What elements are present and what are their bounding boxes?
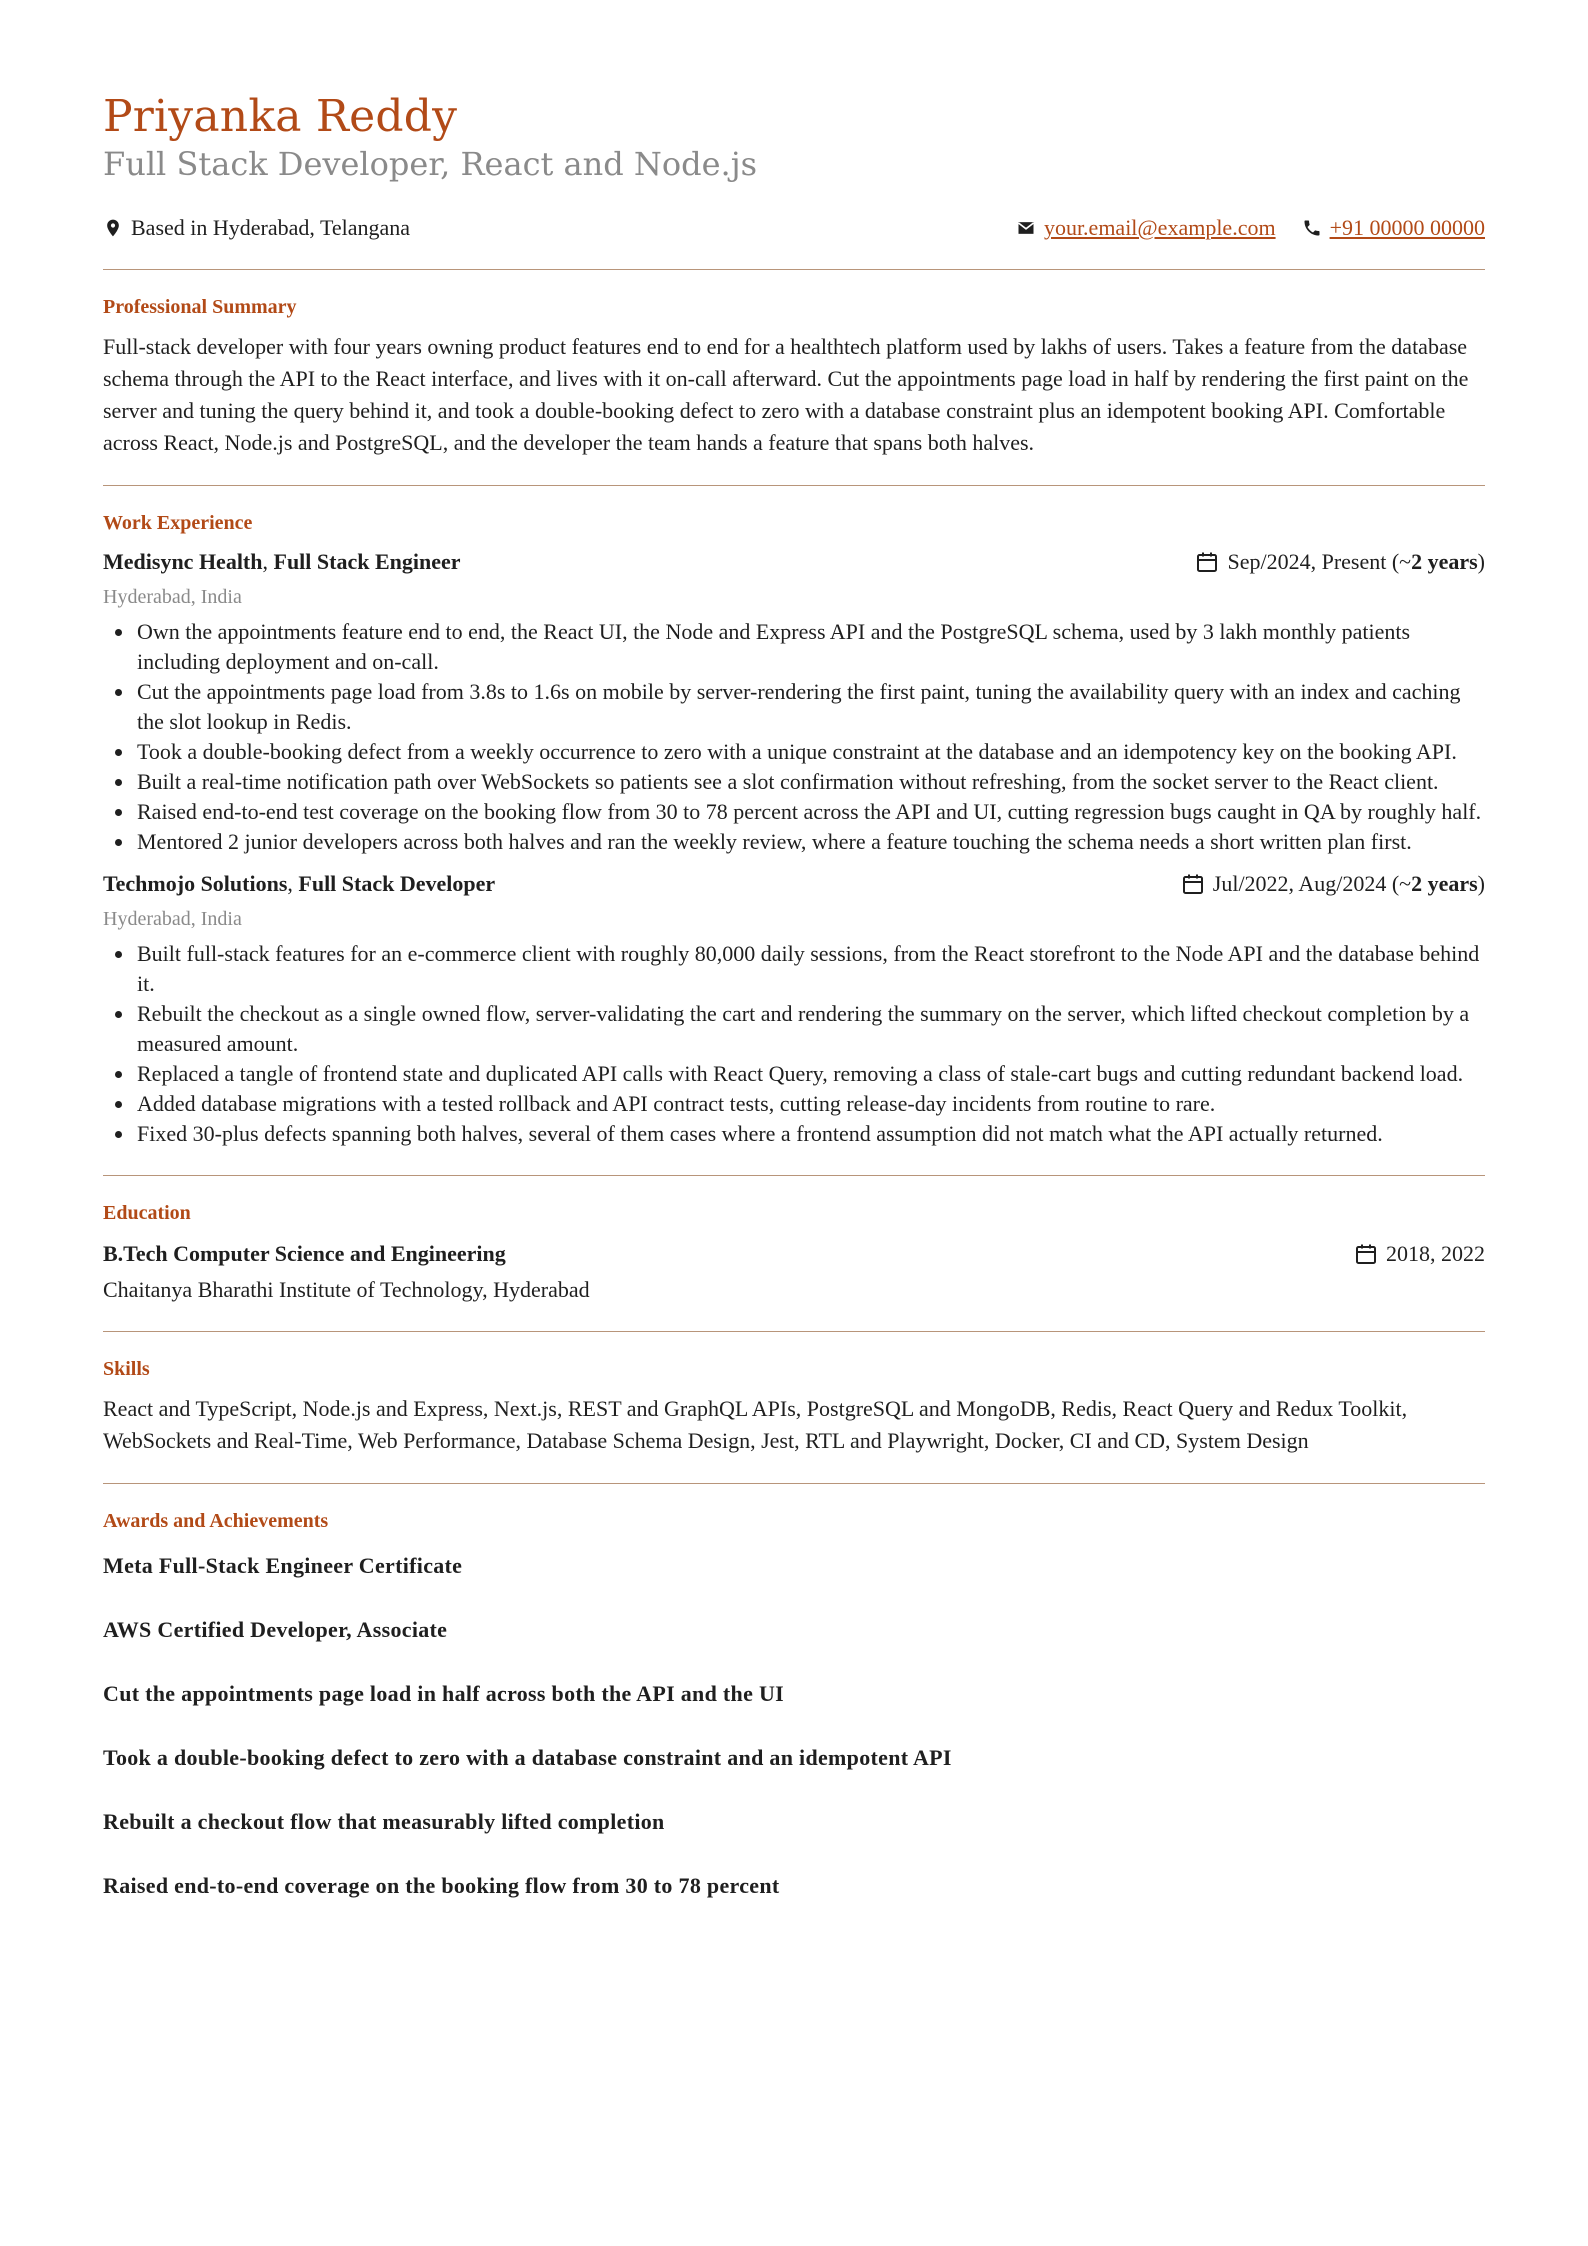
summary-heading: Professional Summary [103, 295, 297, 318]
contact-links [990, 215, 1485, 241]
summary-text: Full-stack developer with four years owning product features end to end for a healthtech platform used by lakhs of users. Takes a feature from the database schema through the API to the React interface, and lives with it on-call afterward. Cut the appointments page load in half by rendering the first paint on the server and tuning the query behind it, and took a double-booking defect to zero with a database constraint plus an idempotent booking API. Comfortable across React, Node.js and PostgreSQL, and the developer the team hands a feature that spans both halves. [103, 333, 1469, 455]
job-date-close: ) [1477, 870, 1485, 896]
job-location: Hyderabad, India [103, 907, 242, 930]
job-entry [103, 547, 1485, 857]
location-item [103, 215, 410, 241]
phone-item [1302, 215, 1485, 241]
award-item: Cut the appointments page load in half across both the API and the UI [103, 1680, 784, 1706]
job-header [103, 869, 1485, 899]
job-bullets [103, 617, 1485, 857]
divider [103, 1175, 1485, 1176]
list-item: Built a real-time notification path over WebSockets so patients see a slot confirmation without refreshing, from the socket server to the React client. [103, 767, 1485, 797]
location-text: Based in Hyderabad, Telangana [131, 214, 411, 240]
education-institution: Chaitanya Bharathi Institute of Technology, Hyderabad [103, 1276, 590, 1302]
job-location: Hyderabad, India [103, 585, 242, 608]
award-item: Raised end-to-end coverage on the booking flow from 30 to 78 percent [103, 1872, 780, 1898]
job-dates [1181, 869, 1485, 899]
calendar-icon [1195, 550, 1219, 574]
job-header [103, 547, 1485, 577]
job-bullets [103, 939, 1485, 1149]
award-item: Took a double-booking defect to zero with a database constraint and an idempotent API [103, 1744, 952, 1770]
divider [103, 269, 1485, 270]
education-date-range: 2018, 2022 [1386, 1240, 1485, 1266]
job-company: Techmojo Solutions [103, 870, 288, 896]
phone-icon [1302, 218, 1322, 238]
awards-list [103, 1551, 1485, 1901]
list-item: Rebuilt the checkout as a single owned flow, server-validating the cart and rendering the summary on the server, which lifted checkout completion by a measured amount. [103, 999, 1485, 1059]
list-item: Replaced a tangle of frontend state and duplicated API calls with React Query, removing a class of stale-cart bugs and cutting redundant backend load. [103, 1059, 1485, 1089]
job-date-range: Sep/2024, Present (~ [1227, 548, 1412, 574]
mail-icon [1016, 218, 1036, 238]
phone-link[interactable]: +91 00000 00000 [1329, 214, 1485, 240]
experience-heading: Work Experience [103, 511, 253, 534]
list-item: Added database migrations with a tested rollback and API contract tests, cutting release-day incidents from routine to rare. [103, 1089, 1485, 1119]
list-item: Built full-stack features for an e-commerce client with roughly 80,000 daily sessions, from the React storefront to the Node API and the database behind it. [103, 939, 1485, 999]
job-role: Full Stack Developer [298, 870, 496, 896]
job-date-close: ) [1477, 548, 1485, 574]
skills-heading: Skills [103, 1357, 150, 1380]
email-link[interactable]: your.email@example.com [1043, 214, 1276, 240]
education-degree: B.Tech Computer Science and Engineering [103, 1240, 506, 1266]
calendar-icon [1181, 872, 1205, 896]
divider [103, 485, 1485, 486]
job-duration: 2 years [1411, 870, 1478, 896]
list-item: Cut the appointments page load from 3.8s to 1.6s on mobile by server-rendering the first paint, tuning the availability query with an index and caching the slot lookup in Redis. [103, 677, 1485, 737]
job-duration: 2 years [1411, 548, 1478, 574]
award-item: Rebuilt a checkout flow that measurably lifted completion [103, 1808, 665, 1834]
list-item: Took a double-booking defect from a weekly occurrence to zero with a unique constraint at the database and an idempotency key on the booking API. [103, 737, 1485, 767]
list-item: Raised end-to-end test coverage on the booking flow from 30 to 78 percent across the API and UI, cutting regression bugs caught in QA by roughly half. [103, 797, 1485, 827]
skills-text: React and TypeScript, Node.js and Express, Next.js, REST and GraphQL APIs, PostgreSQL and MongoDB, Redis, React Query and Redux Toolkit, WebSockets and Real-Time, Web Performance, Database Schema Design, Jest, RTL and Playwright, Docker, CI and CD, System Design [103, 1395, 1408, 1453]
divider [103, 1331, 1485, 1332]
job-role: Full Stack Engineer [273, 548, 461, 574]
list-item: Fixed 30-plus defects spanning both halves, several of them cases where a frontend assumption did not match what the API actually returned. [103, 1119, 1485, 1149]
education-header [103, 1239, 1485, 1269]
education-heading: Education [103, 1201, 191, 1224]
job-company: Medisync Health [103, 548, 263, 574]
award-item: AWS Certified Developer, Associate [103, 1616, 448, 1642]
award-item: Meta Full-Stack Engineer Certificate [103, 1552, 463, 1578]
job-company-role: Techmojo Solutions, Full Stack Developer [103, 870, 496, 896]
job-dates [1195, 547, 1485, 577]
education-dates [1354, 1239, 1485, 1269]
job-date-range: Jul/2022, Aug/2024 (~ [1212, 870, 1412, 896]
contact-row [103, 213, 1485, 243]
calendar-icon [1354, 1242, 1378, 1266]
email-item [1016, 215, 1276, 241]
location-pin-icon [103, 218, 123, 238]
list-item: Mentored 2 junior developers across both halves and ran the weekly review, where a feature touching the schema needs a short written plan first. [103, 827, 1485, 857]
candidate-title: Full Stack Developer, React and Node.js [103, 144, 758, 183]
job-company-role: Medisync Health, Full Stack Engineer [103, 548, 461, 574]
list-item: Own the appointments feature end to end, the React UI, the Node and Express API and the PostgreSQL schema, used by 3 lakh monthly patients including deployment and on-call. [103, 617, 1485, 677]
divider [103, 1483, 1485, 1484]
candidate-name: Priyanka Reddy [103, 91, 458, 142]
job-entry [103, 869, 1485, 1149]
awards-heading: Awards and Achievements [103, 1509, 329, 1532]
